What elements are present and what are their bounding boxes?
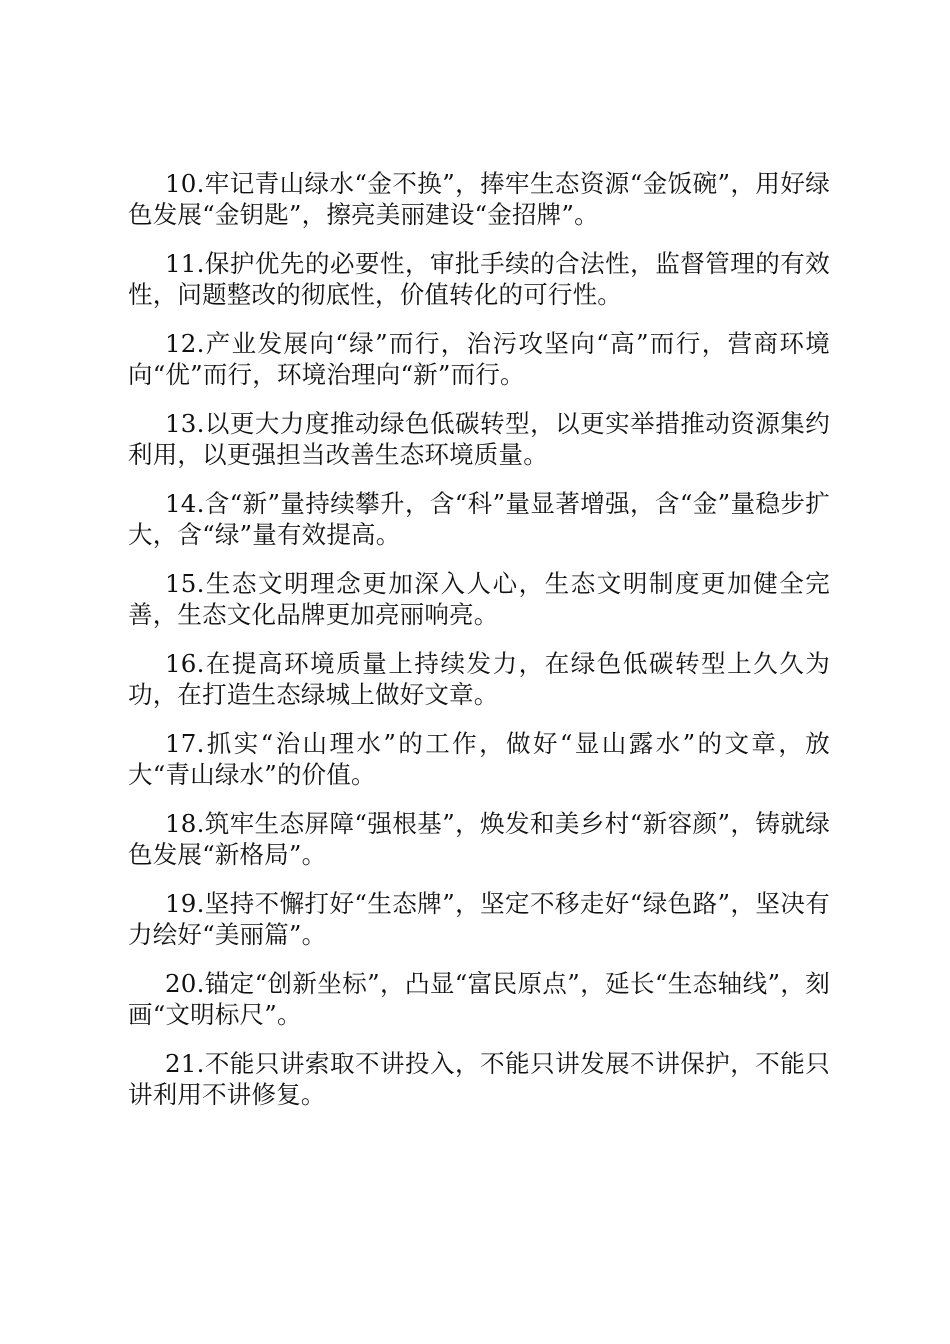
- paragraph-18: 18.筑牢生态屏障“强根基”，焕发和美乡村“新容颜”，铸就绿色发展“新格局”。: [128, 809, 830, 869]
- paragraph-16: 16.在提高环境质量上持续发力，在绿色低碳转型上久久为功，在打造生态绿城上做好文章。: [128, 649, 830, 709]
- paragraph-11: 11.保护优先的必要性，审批手续的合法性，监督管理的有效性，问题整改的彻底性，价值转化的可行性。: [128, 249, 830, 309]
- document-body: [128, 168, 830, 1128]
- paragraph-15: 15.生态文明理念更加深入人心，生态文明制度更加健全完善，生态文化品牌更加亮丽响亮。: [128, 569, 830, 629]
- paragraph-20: 20.锚定“创新坐标”，凸显“富民原点”，延长“生态轴线”，刻画“文明标尺”。: [128, 969, 830, 1029]
- paragraph-10: 10.牢记青山绿水“金不换”，捧牢生态资源“金饭碗”，用好绿色发展“金钥匙”，擦亮美丽建设“金招牌”。: [128, 169, 830, 229]
- paragraph-17: 17.抓实“治山理水”的工作，做好“显山露水”的文章，放大“青山绿水”的价值。: [128, 729, 830, 789]
- paragraph-14: 14.含“新”量持续攀升，含“科”量显著增强，含“金”量稳步扩大，含“绿”量有效提高。: [128, 489, 830, 549]
- paragraph-21: 21.不能只讲索取不讲投入，不能只讲发展不讲保护，不能只讲利用不讲修复。: [128, 1049, 830, 1109]
- paragraph-19: 19.坚持不懈打好“生态牌”，坚定不移走好“绿色路”，坚决有力绘好“美丽篇”。: [128, 889, 830, 949]
- paragraph-13: 13.以更大力度推动绿色低碳转型，以更实举措推动资源集约利用，以更强担当改善生态环境质量。: [128, 409, 830, 469]
- paragraph-12: 12.产业发展向“绿”而行，治污攻坚向“高”而行，营商环境向“优”而行，环境治理向“新”而行。: [128, 329, 830, 389]
